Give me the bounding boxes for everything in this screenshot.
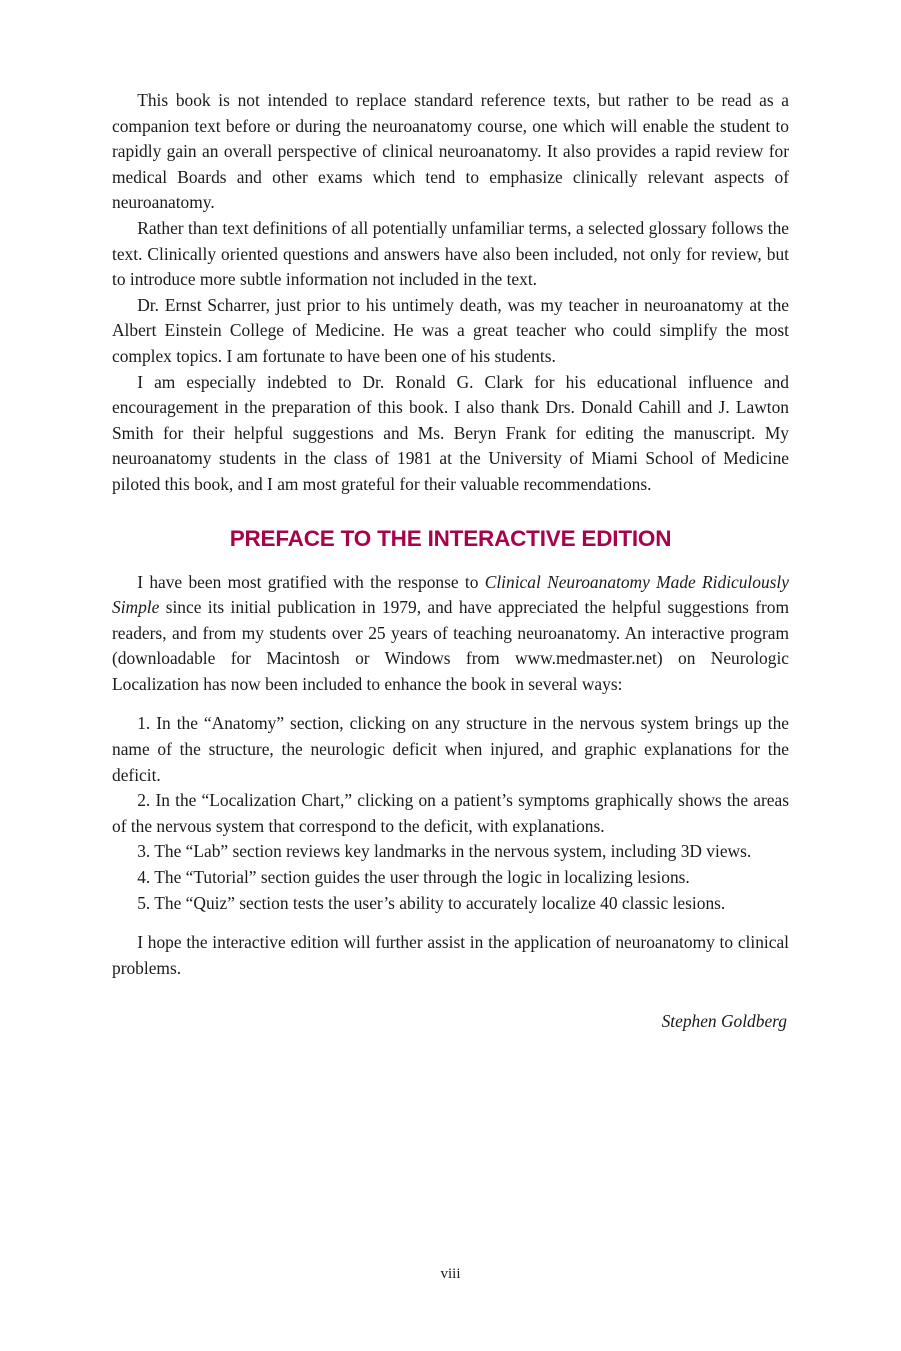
paragraph-intro (112, 570, 789, 698)
preface-continued-block (112, 88, 789, 498)
intro-text-part-1: I have been most gratified with the response to (137, 571, 485, 592)
paragraph: Dr. Ernst Scharrer, just prior to his untimely death, was my teacher in neuroanatomy at the Albert Einstein College of Medicine. He was a great teacher who could simplify the most complex topics. I am fortunate to have been one of his students. (112, 294, 789, 366)
paragraph-closing: I hope the interactive edition will further assist in the application of neuroanatomy to clinical problems. (112, 932, 789, 978)
author-signature: Stephen Goldberg (661, 1011, 787, 1032)
book-title: Clinical Neuroanatomy Made Ridiculously Simple (112, 571, 789, 618)
paragraph: Rather than text definitions of all potentially unfamiliar terms, a selected glossary follows the text. Clinically oriented questions and answers have also been included, not only for review, but to introduce more subtle information not included in the text. (112, 217, 789, 290)
closing-paragraph-block (112, 930, 789, 981)
list-item: 1. In the “Anatomy” section, clicking on any structure in the nervous system brings up the name of the structure, the neurologic deficit when injured, and graphic explanations for the deficit. (112, 713, 789, 785)
feature-list (112, 711, 789, 916)
list-item: 3. The “Lab” section reviews key landmarks in the nervous system, including 3D views. (137, 841, 752, 862)
interactive-preface-intro (112, 570, 789, 698)
section-heading: PREFACE TO THE INTERACTIVE EDITION (229, 525, 672, 551)
spacer (112, 916, 789, 930)
page-number: viii (440, 1266, 461, 1282)
list-item: 4. The “Tutorial” section guides the user through the logic in localizing lesions. (137, 867, 690, 888)
list-item: 5. The “Quiz” section tests the user’s ability to accurately localize 40 classic lesions. (137, 892, 726, 913)
paragraph: This book is not intended to replace standard reference texts, but rather to be read as a companion text before or during the neuroanatomy course, one which will enable the student to rapidly gain an overall perspective of clinical neuroanatomy. It also provides a rapid review for medical Boards and other exams which tend to emphasize clinically relevant aspects of neuroanatomy. (112, 90, 789, 213)
intro-text-part-2: since its initial publication in 1979, and have appreciated the helpful suggestions from readers, and from my students over 25 years of teaching neuroanatomy. An interactive program (downloadable for Macintosh or Windows from www.medmaster.net) on Neurologic Localization has now been included to enhance the book in several ways: (112, 597, 789, 694)
paragraph: I am especially indebted to Dr. Ronald G. Clark for his educational influence and encouragement in the preparation of this book. I also thank Drs. Donald Cahill and J. Lawton Smith for their helpful suggestions and Ms. Beryn Frank for editing the manuscript. My neuroanatomy students in the class of 1981 at the University of Miami School of Medicine piloted this book, and I am most grateful for their valuable recommendations. (112, 371, 789, 494)
list-item: 2. In the “Localization Chart,” clicking on a patient’s symptoms graphically shows the areas of the nervous system that correspond to the deficit, with explanations. (112, 790, 789, 836)
